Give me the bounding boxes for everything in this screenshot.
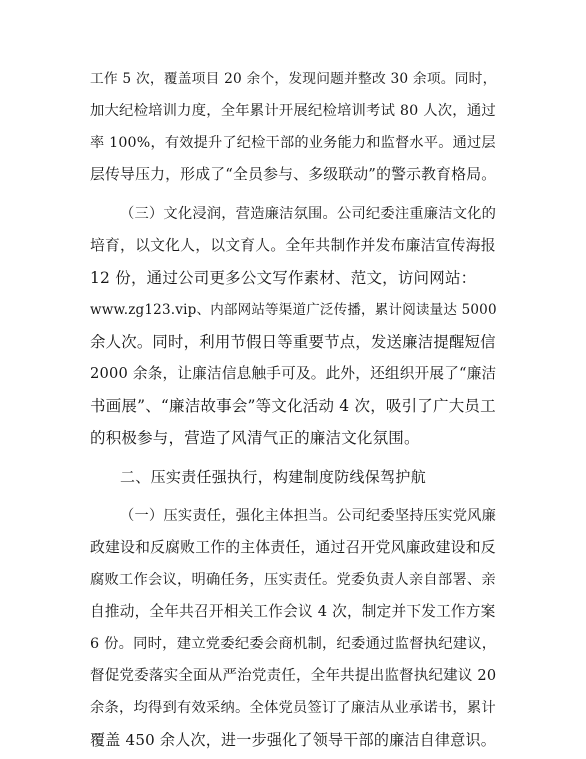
text-line: 自推动，全年共召开相关工作会议 4 次，制定并下发工作方案 bbox=[90, 603, 496, 620]
text-line: 12 份，通过公司更多公文写作素材、范文，访问网站： bbox=[90, 269, 477, 287]
text-line: 余条，均得到有效采纳。全体党员签订了廉洁从业承诺书，累计 bbox=[90, 700, 496, 716]
text-line: （一）压实责任，强化主体担当。公司纪委坚持压实党风廉 bbox=[120, 508, 497, 524]
text-line: 督促党委落实全面从严治党责任，全年共提出监督执纪建议 20 bbox=[90, 668, 497, 684]
text-line: 层传导压力，形成了“全员参与、多级联动”的警示教育格局。 bbox=[90, 166, 497, 183]
text-line: 2000 余条，让廉洁信息触手可及。此外，还组织开展了“廉洁 bbox=[90, 365, 497, 382]
section-heading: 二、压实责任强执行，构建制度防线保驾护航 bbox=[120, 468, 427, 486]
text-line: www.zg123.vip、内部网站等渠道广泛传播，累计阅读量达 5000 bbox=[90, 302, 497, 318]
text-line: 腐败工作会议，明确任务，压实责任。党委负责人亲自部署、亲 bbox=[90, 572, 496, 588]
text-line: 率 100%，有效提升了纪检干部的业务能力和监督水平。通过层 bbox=[90, 135, 496, 151]
text-line: （三）文化浸润，营造廉洁氛围。公司纪委注重廉洁文化的 bbox=[120, 206, 497, 222]
text-line: 书画展”、“廉洁故事会”等文化活动 4 次，吸引了广大员工 bbox=[90, 397, 496, 415]
text-line: 加大纪检培训力度，全年累计开展纪检培训考试 80 人次，通过 bbox=[90, 103, 496, 119]
text-line: 6 份。同时，建立党委纪委会商机制，纪委通过监督执纪建议， bbox=[90, 636, 497, 652]
text-line: 余人次。同时，利用节假日等重要节点，发送廉洁提醒短信 bbox=[90, 333, 496, 351]
text-line: 的积极参与，营造了风清气正的廉洁文化氛围。 bbox=[90, 429, 420, 447]
text-line: 工作 5 次，覆盖项目 20 余个，发现问题并整改 30 余项。同时， bbox=[90, 71, 497, 87]
text-line: 政建设和反腐败工作的主体责任，通过召开党风廉政建设和反 bbox=[90, 539, 496, 556]
text-line: 覆盖 450 余人次，进一步强化了领导干部的廉洁自律意识。 bbox=[90, 731, 497, 749]
text-line: 培育，以文化人，以文育人。全年共制作并发布廉洁宣传海报 bbox=[90, 237, 496, 254]
